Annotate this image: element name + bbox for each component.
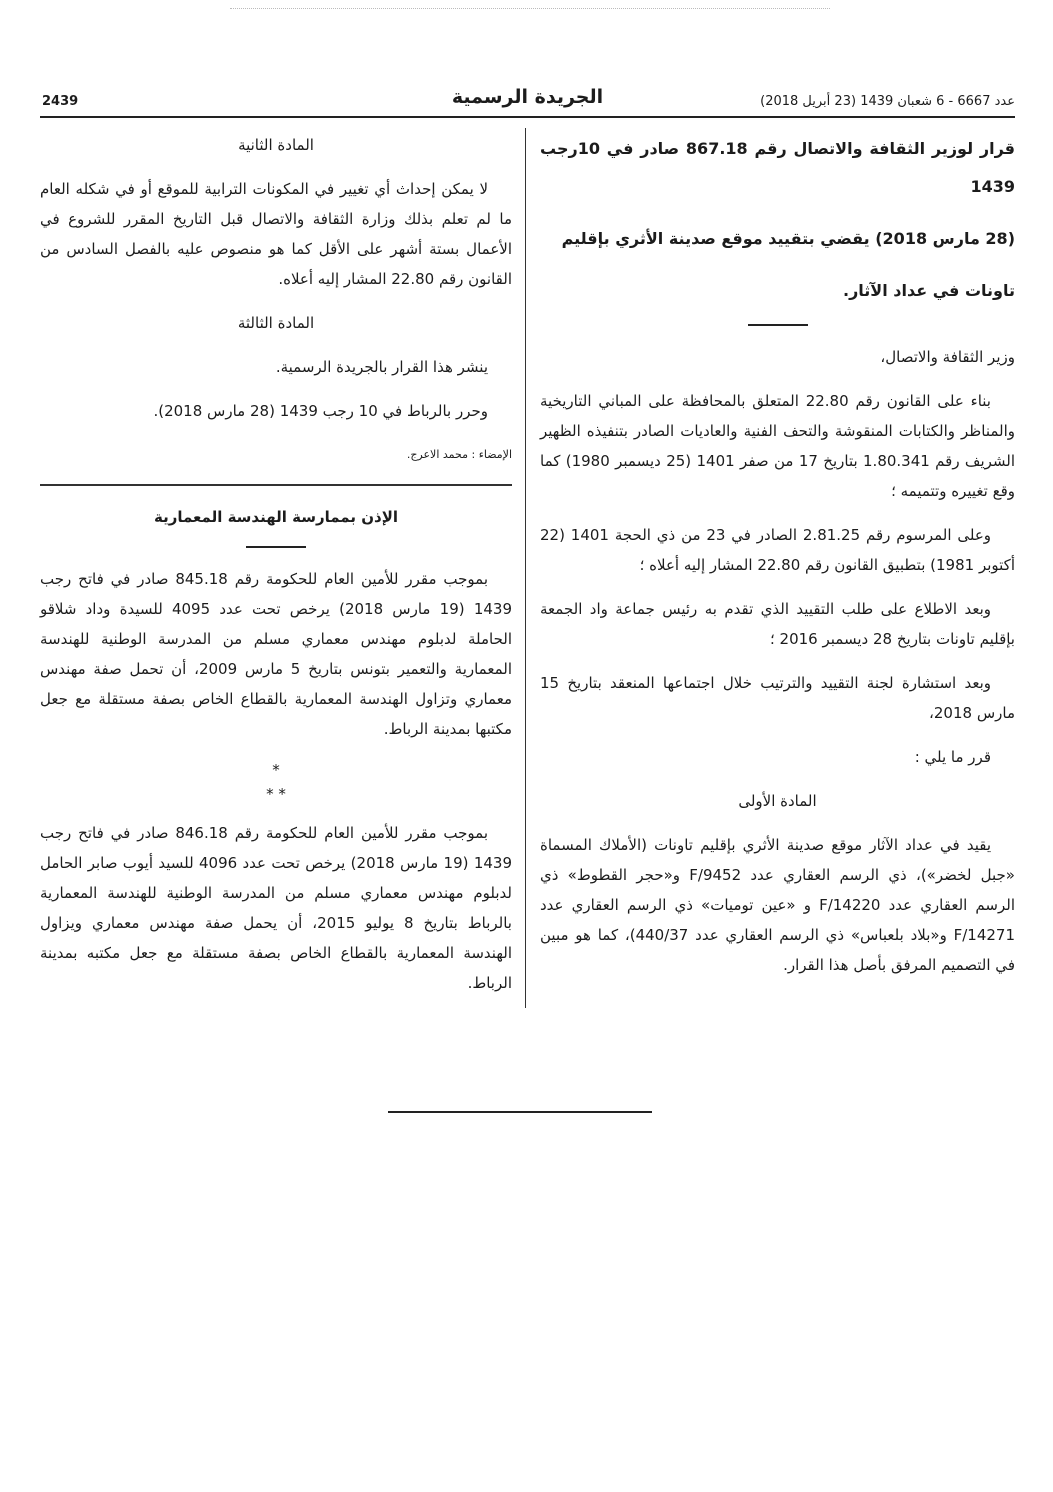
- preamble-paragraph-1: بناء على القانون رقم 22.80 المتعلق بالمحافظة على المباني التاريخية والمناظر والكتابات المنقوشة والتحف الفنية والعاديات الصادر بتنفيذه الظهير الشريف رقم 1.80.341 بتاريخ 17 من صفر 1401 (25 ديسمبر 1980) كما وقع تغييره وتتميمه ؛: [540, 392, 1016, 500]
- decree-title-line-2: (28 مارس 2018) يقضي بتقييد موقع صدينة الأثري بإقليم: [561, 229, 1015, 248]
- separator-stars: [40, 758, 512, 806]
- section-title: الإذن بممارسة الهندسة المعمارية: [154, 508, 398, 526]
- gazette-title: الجريدة الرسمية: [451, 86, 604, 108]
- right-column: [540, 130, 1015, 994]
- left-column: [40, 130, 512, 1012]
- done-at-line: وحرر بالرباط في 10 رجب 1439 (28 مارس 2018).: [153, 402, 488, 420]
- signature-line: الإمضاء : محمد الاعرج.: [406, 448, 512, 461]
- decree-title-line-1: قرار لوزير الثقافة والاتصال رقم 867.18 صادر في 10رجب 1439: [540, 139, 1015, 196]
- column-divider: [525, 128, 526, 1008]
- article-2-heading: المادة الثانية: [238, 136, 314, 154]
- page-number: 2439: [42, 94, 79, 109]
- preamble-paragraph-2: وعلى المرسوم رقم 2.81.25 الصادر في 23 من ذي الحجة 1401 (22 أكتوبر 1981) بتطبيق القانون رقم 22.80 المشار إليه أعلاه ؛: [540, 526, 1015, 574]
- star-bottom: * *: [266, 785, 286, 803]
- page-header: [40, 86, 1015, 118]
- issue-info: عدد 6667 - 6 شعبان 1439 (23 أبريل 2018): [760, 94, 1015, 109]
- scan-noise: [230, 8, 830, 13]
- section-divider: [40, 484, 512, 486]
- preamble-paragraph-3: وبعد الاطلاع على طلب التقييد الذي تقدم به رئيس جماعة واد الجمعة بإقليم تاونات بتاريخ 28 ديسمبر 2016 ؛: [540, 600, 1015, 648]
- minister-line: وزير الثقافة والاتصال،: [880, 348, 1015, 366]
- page-end-rule: [388, 1111, 652, 1113]
- article-1-text: يقيد في عداد الآثار موقع صدينة الأثري بإقليم تاونات (الأملاك المسماة «جبل لخضر»)، ذي الرسم العقاري عدد F/9452 و«حجر القطوط» ذي الرسم العقاري عدد F/14220 و «عين توميات» ذي الرسم العقاري عدد F/14271 و«بلاد بلعباس» ذي الرسم العقاري عدد 440/37)، كما هو مبين في التصميم المرفق بأصل هذا القرار.: [540, 836, 1016, 974]
- authorization-decision-2: بموجب مقرر للأمين العام للحكومة رقم 846.18 صادر في فاتح رجب 1439 (19 مارس 2018) يرخص تحت عدد 4096 للسيد أيوب صابر الحامل لدبلوم مهندس معماري مسلم من المدرسة الوطنية للهندسة المعمارية بالرباط بتاريخ 8 يوليو 2015، أن يحمل صفة مهندس معماري ويزاول الهندسة المعمارية بالقطاع الخاص بصفة مستقلة مع جعل مكتبه بمدينة الرباط.: [40, 824, 512, 992]
- preamble-paragraph-4: وبعد استشارة لجنة التقييد والترتيب خلال اجتماعها المنعقد بتاريخ 15 مارس 2018،: [540, 674, 1015, 722]
- article-1-heading: المادة الأولى: [738, 792, 817, 810]
- article-2-text: لا يمكن إحداث أي تغيير في المكونات الترابية للموقع أو في شكله العام ما لم تعلم بذلك وزارة الثقافة والاتصال قبل التاريخ المقرر للشروع في الأعمال بستة أشهر على الأقل كما هو منصوص عليه بالفصل السادس من القانون رقم 22.80 المشار إليه أعلاه.: [40, 180, 512, 288]
- title-divider: [748, 324, 808, 326]
- authorization-decision-1: بموجب مقرر للأمين العام للحكومة رقم 845.18 صادر في فاتح رجب 1439 (19 مارس 2018) يرخص تحت عدد 4095 للسيدة وداد شلاقو الحاملة لدبلوم مهندس معماري مسلم من المدرسة الوطنية للهندسة المعمارية والتعمير بتونس بتاريخ 5 مارس 2009، أن تحمل صفة مهندس معماري وتزاول الهندسة المعمارية بالقطاع الخاص بصفة مستقلة مع جعل مكتبها بمدينة الرباط.: [40, 570, 513, 738]
- decided-line: قرر ما يلي :: [914, 748, 991, 766]
- section-title-divider: [246, 546, 306, 548]
- article-3-heading: المادة الثالثة: [237, 314, 315, 332]
- article-3-text: ينشر هذا القرار بالجريدة الرسمية.: [275, 358, 488, 376]
- decree-title-line-3: تاونات في عداد الآثار.: [843, 281, 1015, 300]
- star-top: *: [272, 761, 280, 779]
